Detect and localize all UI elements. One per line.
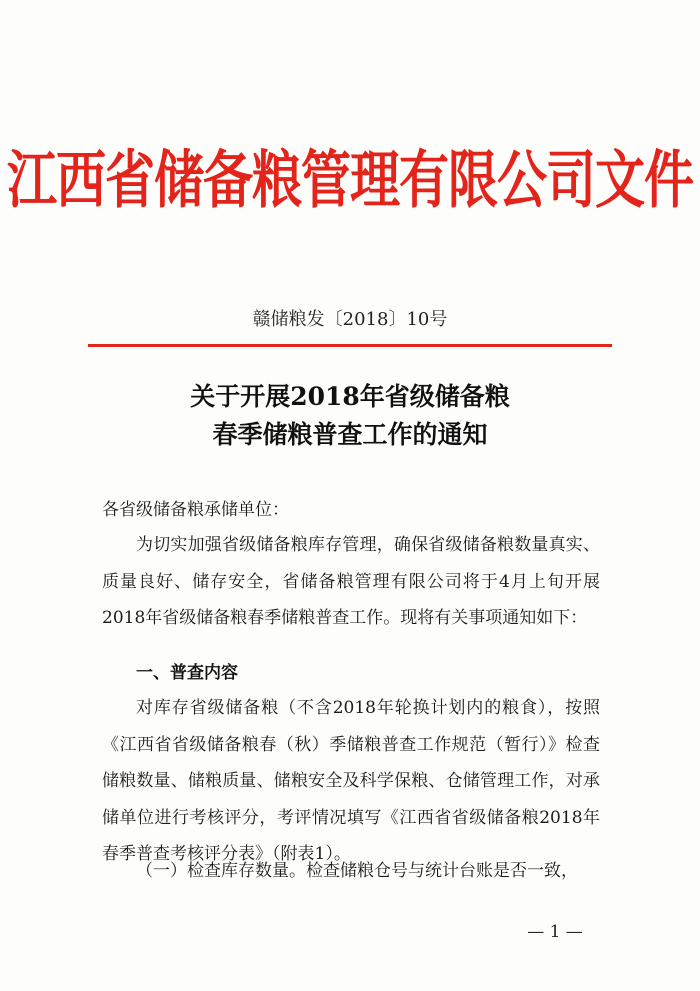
notice-title-line-2: 春季储粮普查工作的通知 (212, 420, 488, 449)
document-masthead: 江西省储备粮管理有限公司文件 (7, 142, 693, 217)
section-heading-survey-content: 一、普查内容 (136, 663, 238, 683)
body-paragraph-survey-scope: 对库存省级储备粮（不含2018年轮换计划内的粮食），按照《江西省省级储备粮春（秋）季储粮普查工作规范（暂行）》检查储粮数量、储粮质量、储粮安全及科学保粮、仓储管理工作，对承储单位进行考核评分，考评情况填写《江西省省级储备粮2018年春季普查考核评分表》（附表1）。 (102, 698, 600, 864)
addressee: 各省级储备粮承储单位： (102, 500, 289, 520)
body-paragraph-inventory-check: （一）检查库存数量。检查储粮仓号与统计台账是否一致， (136, 861, 578, 881)
page-number: — 1 — (527, 922, 583, 942)
red-divider-line (88, 344, 612, 347)
body-paragraph-intro: 为切实加强省级储备粮库存管理，确保省级储备粮数量真实、质量良好、储存安全，省储备粮管理有限公司将于4月上旬开展2018年省级储备粮春季储粮普查工作。现将有关事项通知如下： (102, 535, 600, 628)
notice-title (0, 378, 700, 454)
notice-title-line-1: 关于开展2018年省级储备粮 (190, 382, 510, 411)
document-number: 赣储粮发〔2018〕10号 (252, 309, 448, 330)
